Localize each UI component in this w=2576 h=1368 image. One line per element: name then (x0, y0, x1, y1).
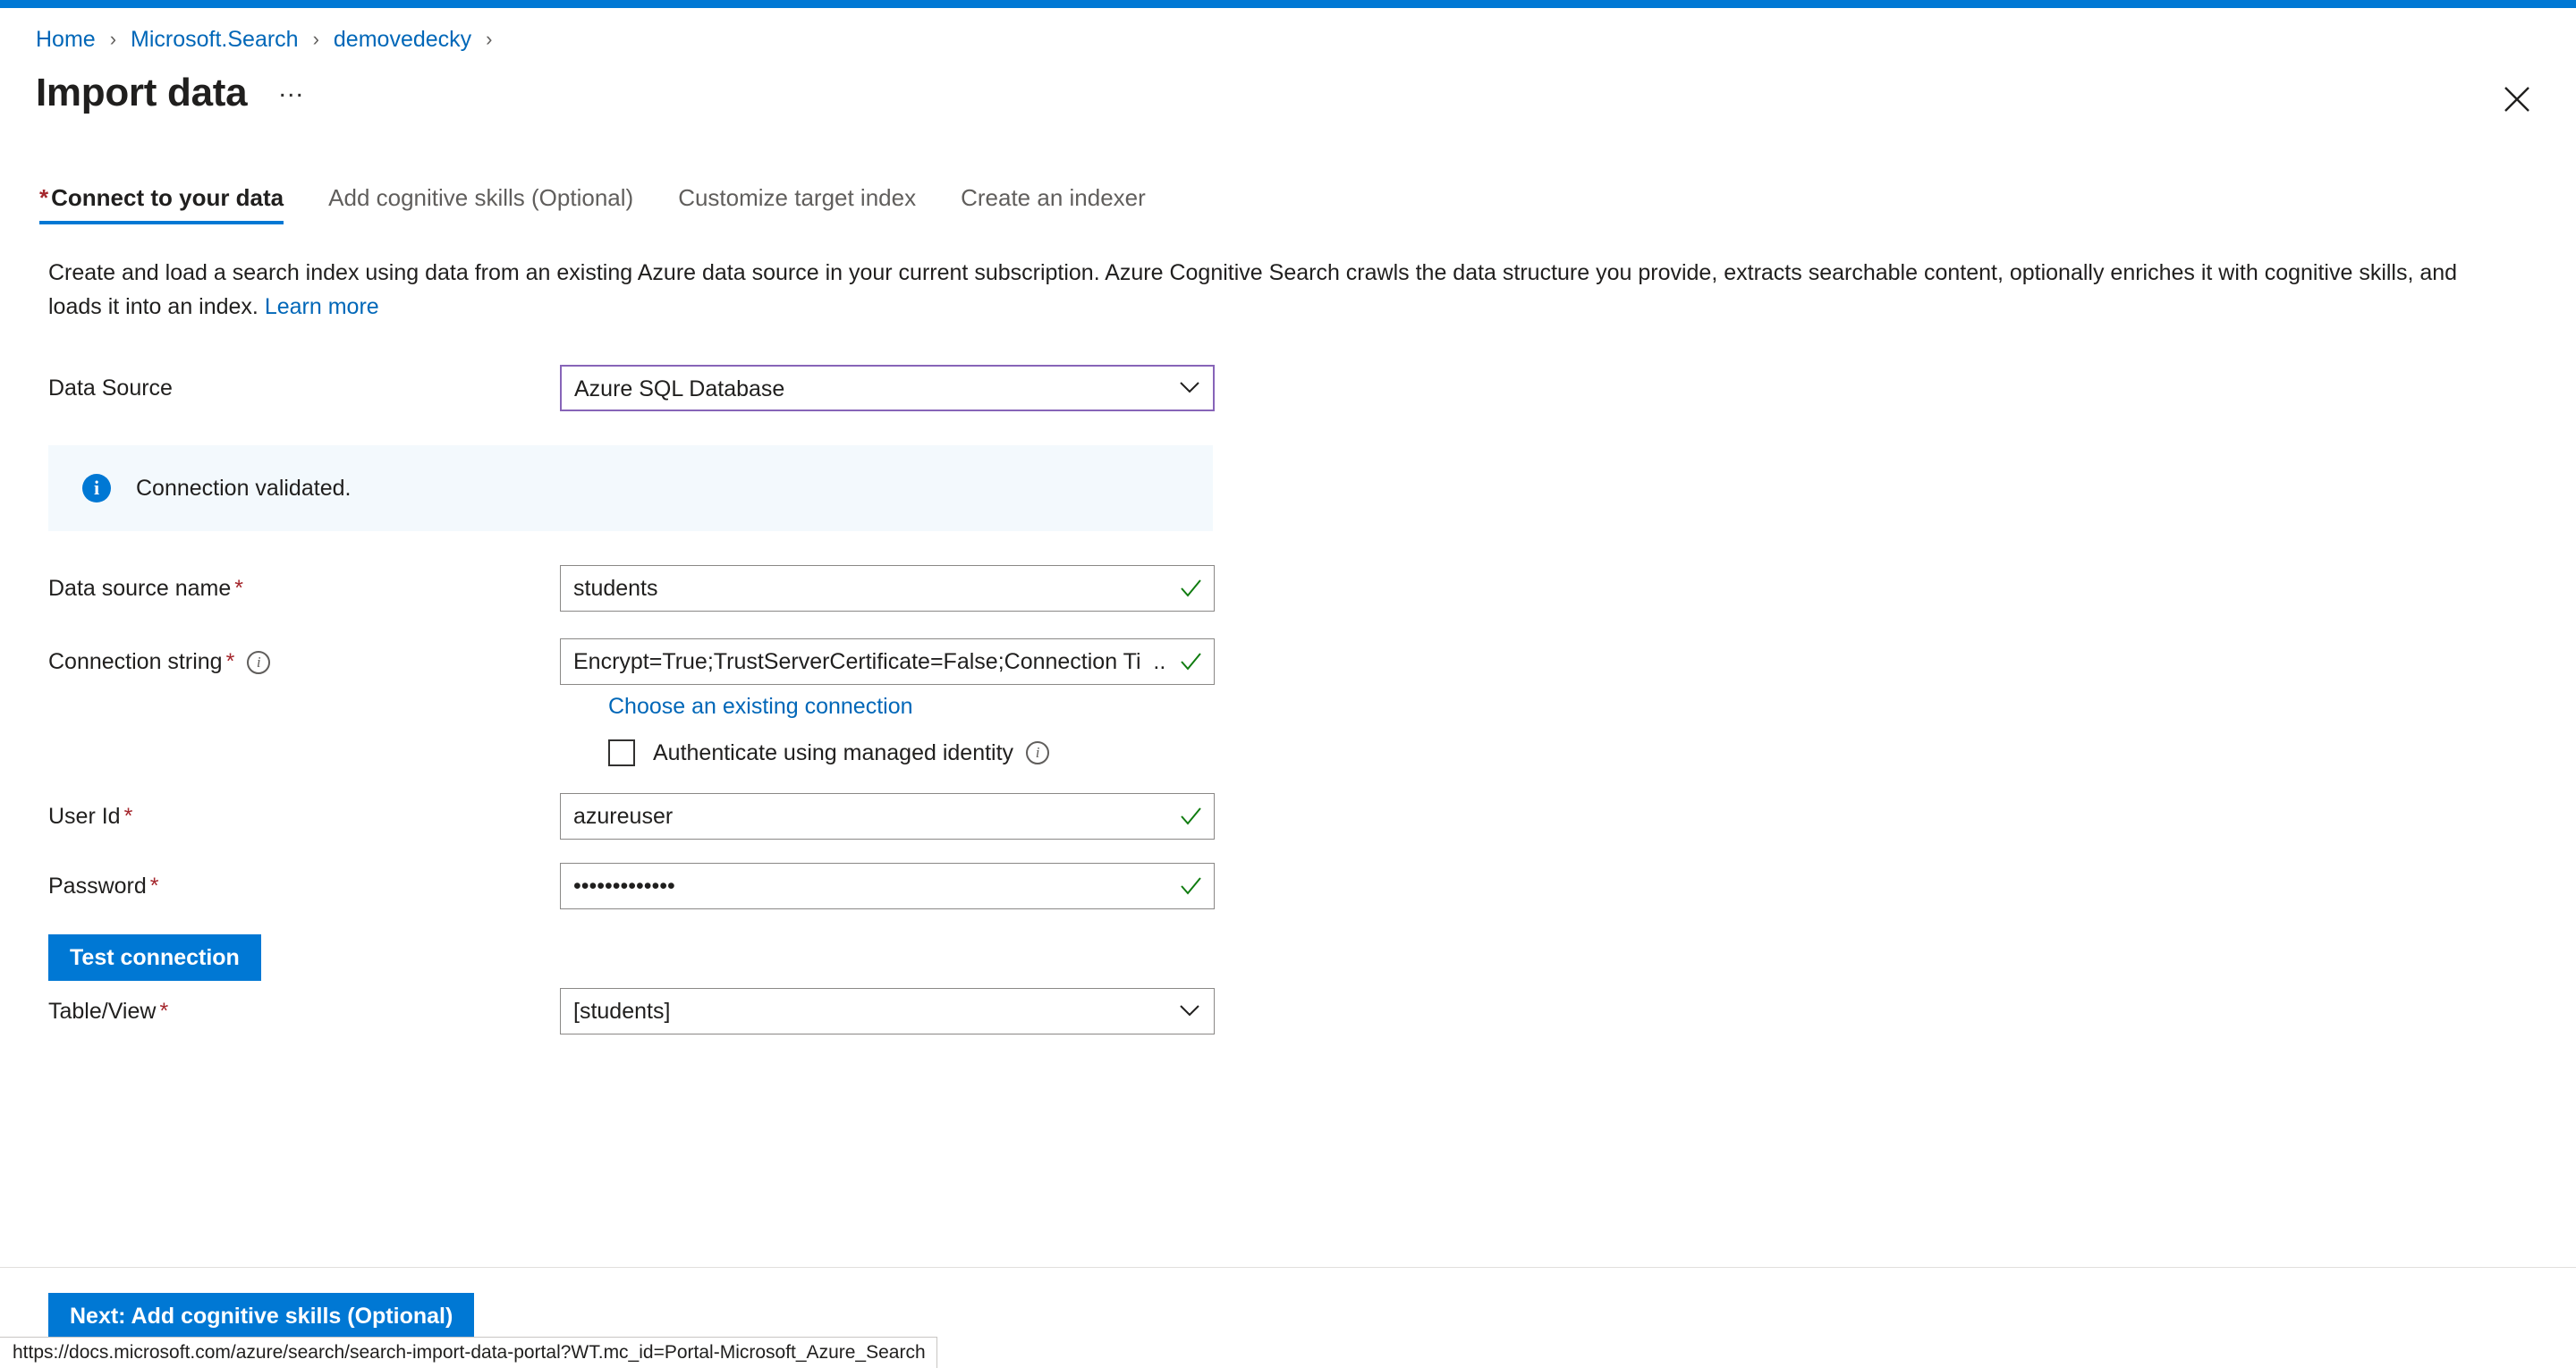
data-source-label: Data Source (48, 375, 173, 401)
tab-label: Create an indexer (961, 184, 1146, 211)
next-add-cognitive-skills-button[interactable]: Next: Add cognitive skills (Optional) (48, 1293, 474, 1339)
breadcrumb-separator-icon: › (109, 28, 117, 50)
user-id-input[interactable] (560, 793, 1215, 840)
table-view-label (48, 999, 560, 1025)
connection-validated-banner (48, 445, 1213, 531)
page-title: Import data (36, 71, 248, 114)
tab-label: Add cognitive skills (Optional) (328, 184, 634, 211)
connect-data-form (0, 324, 2576, 909)
table-view-field[interactable] (560, 988, 1215, 1034)
required-indicator: * (149, 873, 159, 899)
more-options-button[interactable]: … (277, 73, 307, 103)
learn-more-link[interactable]: Learn more (264, 293, 379, 319)
test-connection-button[interactable]: Test connection (48, 934, 261, 981)
label-text: Data source name (48, 575, 232, 601)
tab-customize-target-index[interactable] (678, 184, 936, 224)
password-label (48, 874, 560, 899)
description-text: Create and load a search index using data from an existing Azure data source in your current subscription. Azure Cognitive Search crawls the data structure you provide, extracts searchable content, optionally enriches it with cognitive skills, and loads it into an index. (48, 260, 2458, 319)
data-source-row (48, 365, 2576, 411)
managed-identity-checkbox[interactable] (608, 739, 635, 766)
connection-string-field[interactable] (560, 638, 1215, 685)
required-indicator: * (123, 803, 133, 829)
tab-create-an-indexer[interactable] (961, 184, 1165, 224)
data-source-name-input[interactable] (560, 565, 1215, 612)
table-view-row (48, 988, 2576, 1034)
tab-label: Customize target index (678, 184, 917, 211)
required-indicator: * (234, 575, 244, 601)
tab-label: Connect to your data (51, 184, 284, 211)
password-row (48, 863, 2576, 909)
info-icon: i (82, 474, 111, 502)
choose-existing-connection-link[interactable]: Choose an existing connection (608, 694, 913, 719)
label-text: Password (48, 873, 147, 899)
footer-actions (48, 1293, 474, 1339)
user-id-label (48, 804, 560, 830)
tab-connect-to-your-data[interactable] (39, 184, 303, 224)
connection-string-input[interactable] (560, 638, 1215, 685)
blade-description (0, 224, 2531, 324)
footer-divider (0, 1267, 2576, 1268)
required-indicator: * (159, 998, 169, 1024)
breadcrumb (0, 8, 2576, 55)
top-accent-bar (0, 0, 2576, 8)
table-view-select[interactable]: [students] (560, 988, 1215, 1034)
connection-string-row (48, 638, 2576, 685)
managed-identity-row (608, 739, 2576, 766)
table-view-form (0, 981, 2576, 1034)
breadcrumb-item-home[interactable]: Home (36, 26, 96, 52)
user-id-row (48, 793, 2576, 840)
connection-string-label (48, 649, 560, 675)
password-field[interactable] (560, 863, 1215, 909)
test-connection-wrap (48, 934, 2576, 981)
close-icon[interactable] (2499, 81, 2535, 117)
data-source-name-field[interactable] (560, 565, 1215, 612)
label-text: Connection string (48, 648, 223, 674)
required-indicator: * (225, 648, 235, 674)
required-indicator: * (39, 184, 49, 211)
import-data-blade (0, 8, 2576, 1368)
status-bar-url: https://docs.microsoft.com/azure/search/search-import-data-portal?WT.mc_id=Portal-Microsoft_Azure_Search (0, 1337, 937, 1368)
label-text: Table/View (48, 998, 157, 1024)
tab-add-cognitive-skills[interactable] (328, 184, 653, 224)
breadcrumb-item-demovedecky[interactable]: demovedecky (333, 26, 472, 52)
data-source-select[interactable]: Azure SQL Database (560, 365, 1215, 411)
user-id-field[interactable] (560, 793, 1215, 840)
data-source-name-row (48, 565, 2576, 612)
breadcrumb-item-microsoft-search[interactable]: Microsoft.Search (131, 26, 299, 52)
data-source-field[interactable] (560, 365, 1215, 411)
password-input[interactable]: ••••••••••••• (560, 863, 1215, 909)
label-text: User Id (48, 803, 121, 829)
breadcrumb-separator-icon: › (312, 28, 319, 50)
info-icon[interactable]: i (247, 651, 270, 674)
data-source-name-label (48, 576, 560, 602)
banner-text: Connection validated. (136, 475, 352, 501)
info-icon[interactable]: i (1026, 741, 1049, 764)
title-row (0, 55, 2576, 119)
managed-identity-label: Authenticate using managed identity (653, 739, 1014, 765)
breadcrumb-separator-icon: › (486, 28, 493, 50)
wizard-tabs (0, 173, 2576, 224)
